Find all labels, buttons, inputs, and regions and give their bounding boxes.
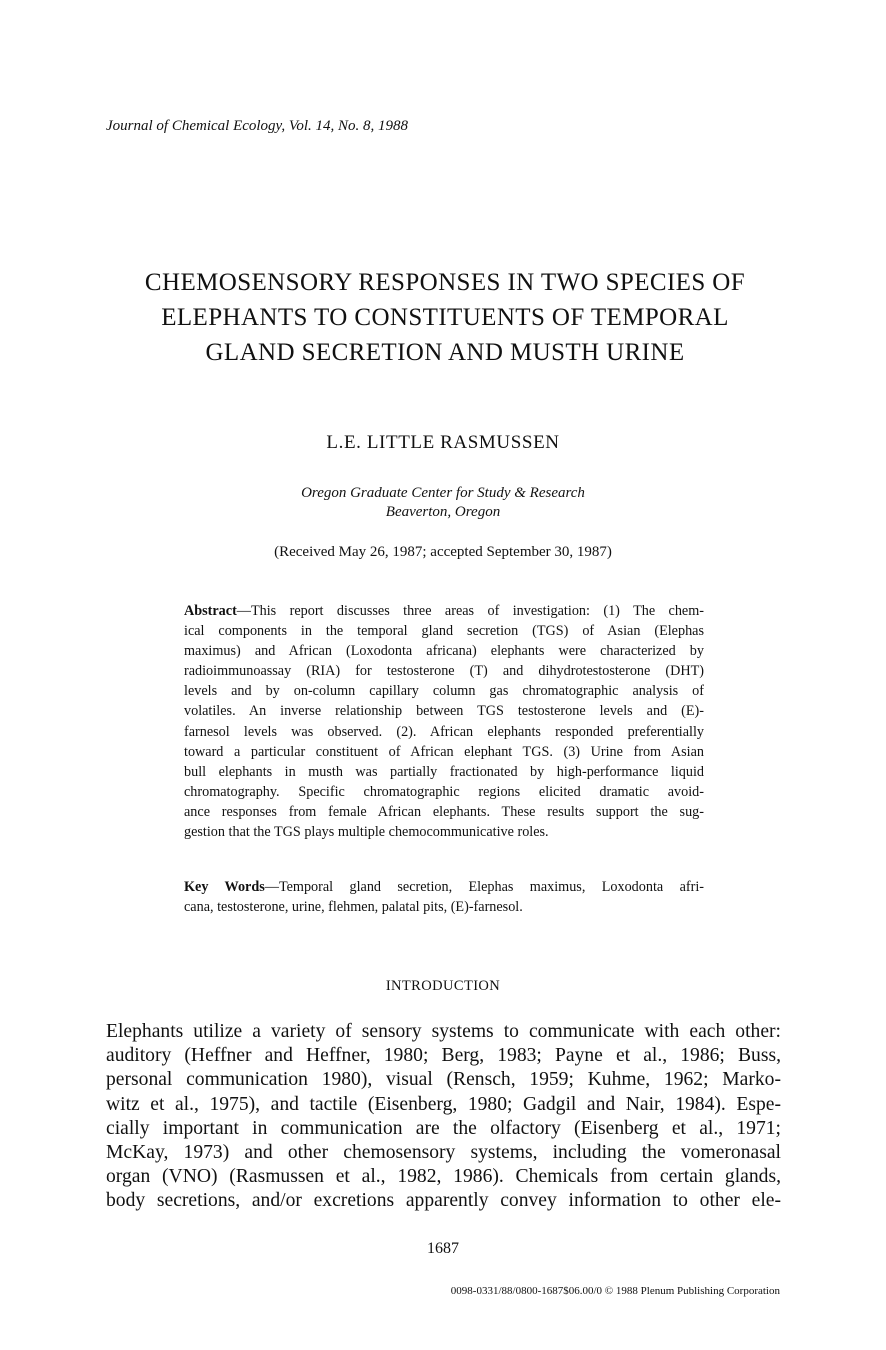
abstract: [184, 601, 704, 842]
abstract-text: —This report discusses three areas of investigation: (1) The chem-: [236, 603, 704, 619]
abstract-line: farnesol levels was observed. (2). African elephants responded preferentially: [184, 723, 704, 740]
keywords-line: cana, testosterone, urine, flehmen, palatal pits, (E)-farnesol.: [184, 899, 523, 915]
abstract-line: bull elephants in musth was partially fractionated by high-performance liquid: [184, 763, 704, 780]
keywords-line: [184, 877, 704, 897]
body-line: auditory (Heffner and Heffner, 1980; Berg, 1983; Payne et al., 1986; Buss,: [106, 1045, 781, 1067]
abstract-line: toward a particular constituent of African elephant TGS. (3) Urine from Asian: [184, 743, 704, 760]
body-line: Elephants utilize a variety of sensory systems to communicate with each other:: [106, 1021, 781, 1042]
abstract-line: gestion that the TGS plays multiple chemocommunicative roles.: [184, 824, 549, 841]
journal-citation: Journal of Chemical Ecology, Vol. 14, No. 8, 1988: [106, 118, 409, 134]
section-heading: INTRODUCTION: [385, 978, 501, 994]
author-name: L.E. LITTLE RASMUSSEN: [326, 432, 560, 453]
affiliation-line: Oregon Graduate Center for Study & Research: [301, 485, 585, 501]
page-number: 1687: [427, 1240, 459, 1257]
received-dates: (Received May 26, 1987; accepted September 30, 1987): [274, 544, 612, 560]
title-line: CHEMOSENSORY RESPONSES IN TWO SPECIES OF: [144, 269, 746, 296]
affiliation: [0, 484, 886, 522]
abstract-label: Abstract: [184, 603, 237, 619]
body-line: witz et al., 1975), and tactile (Eisenberg, 1980; Gadgil and Nair, 1984). Espe-: [106, 1093, 781, 1115]
abstract-line: ical components in the temporal gland secretion (TGS) of Asian (Elephas: [184, 623, 704, 640]
keywords-text: —Temporal gland secretion, Elephas maximus, Loxodonta afri-: [264, 879, 704, 895]
abstract-line: maximus) and African (Loxodonta africana) elephants were characterized by: [184, 643, 704, 660]
body-line: organ (VNO) (Rasmussen et al., 1982, 1986). Chemicals from certain glands,: [106, 1166, 781, 1188]
title-line: ELEPHANTS TO CONSTITUENTS OF TEMPORAL: [161, 304, 729, 331]
abstract-line: levels and by on-column capillary column gas chromatographic analysis of: [184, 683, 704, 700]
abstract-line: ance responses from female African elephants. These results support the sug-: [184, 803, 704, 820]
body-line: McKay, 1973) and other chemosensory systems, including the vomeronasal: [106, 1142, 781, 1164]
body-line: cially important in communication are the olfactory (Eisenberg et al., 1971;: [106, 1117, 781, 1139]
paper-title: [100, 265, 790, 370]
body-line: personal communication 1980), visual (Rensch, 1959; Kuhme, 1962; Marko-: [106, 1069, 781, 1091]
affiliation-line: Beaverton, Oregon: [385, 504, 501, 520]
copyright-footer: 0098-0331/88/0800-1687$06.00/0 © 1988 Plenum Publishing Corporation: [450, 1285, 780, 1297]
abstract-line: chromatography. Specific chromatographic regions elicited dramatic avoid-: [184, 783, 704, 800]
abstract-line: [184, 601, 704, 621]
key-words: [184, 877, 704, 917]
abstract-line: radioimmunoassay (RIA) for testosterone (T) and dihydrotestosterone (DHT): [184, 663, 704, 680]
abstract-line: volatiles. An inverse relationship between TGS testosterone levels and (E)-: [184, 703, 704, 720]
keywords-label: Key Words: [184, 879, 265, 895]
title-line: GLAND SECRETION AND MUSTH URINE: [205, 339, 685, 366]
body-text: [106, 1020, 781, 1214]
body-line: body secretions, and/or excretions apparently convey information to other ele-: [106, 1190, 781, 1212]
